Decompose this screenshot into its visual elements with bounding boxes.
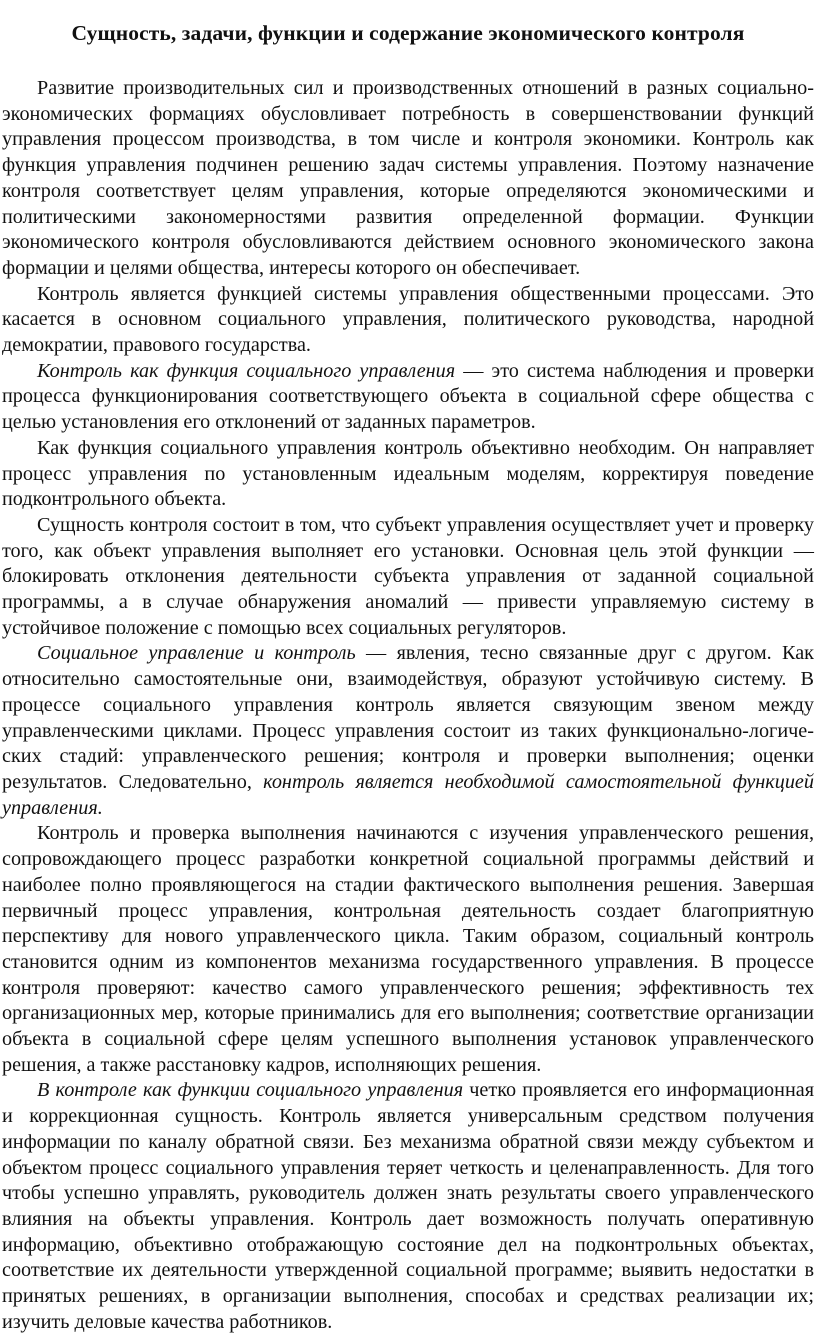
paragraph-text: — явления, тесно связанные друг с другом. Как относительно самостоятельные они, взаимодействуя, образуют устойчивую систему. В процессе социального управления контроль является связующим звеном между управленческими циклами. Процесс управления состоит из таких функционально-логических стадий: управленческого решения; контроля и проверки выполнения; оценки результатов. Следовательно, <box>2 642 814 793</box>
paragraph-3 <box>2 359 814 436</box>
document-title: Сущность, задачи, функции и содержание экономического контроля <box>71 21 745 45</box>
paragraph-2 <box>2 282 814 359</box>
paragraph-text: Развитие производительных сил и производственных отношений в разных социально-экономических формациях обусловливает потребность в совершенствовании функций управления процессом производства, в том числе и контроля экономики. Контроль как функция управления подчинен решению задач системы управления. Поэтому назначение контроля соответствует целям управления, которые определяются экономическими и политическими закономерностями развития определенной формации. Функции экономического контроля обусловливаются действием основного экономического закона формации и целями общества, интересы которого он обеспечивает. <box>2 77 814 279</box>
paragraph-text: Контроль является функцией системы управления общественными процессами. Это касается в основном социального управления, политического руководства, народной демократии, правового государства. <box>2 282 814 357</box>
italic-conclusion: контроль является необходимой самостоятельной функцией управления. <box>2 770 814 819</box>
italic-term: В контроле как функции социального управления <box>37 1079 464 1102</box>
paragraph-text: четко проявляется его информационная и коррекционная сущность. Контроль является универсальным средством получения информации по каналу обратной связи. Без механизма обратной связи между субъектом и объектом процесс социального управления теряет четкость и целенаправленность. Для того чтобы успешно управлять, руководитель должен знать результаты своего управленческого влияния на объекты управления. Контроль дает возможность получать оперативную информацию, объективно отображающую состояние дел на подконтрольных объектах, соответствие их деятельности утвержденной социальной программе; выявить недостатки в принятых решениях, в организации выполнения, способах и средствах реализации их; изучить деловые качества работников. <box>2 1079 814 1333</box>
paragraph-7 <box>2 821 814 1078</box>
italic-term: Социальное управление и контроль <box>37 642 356 665</box>
paragraph-8 <box>2 1078 814 1335</box>
italic-term: Контроль как функция социального управления <box>37 359 456 382</box>
paragraph-5 <box>2 513 814 642</box>
document-body <box>2 76 814 1335</box>
paragraph-1 <box>2 76 814 282</box>
paragraph-6 <box>2 641 814 821</box>
paragraph-4 <box>2 436 814 513</box>
paragraph-text: — это система наблюдения и проверки процесса функционирования соответствующего объекта в социальной сфере общества с целью установления его отклонений от заданных параметров. <box>2 359 814 434</box>
paragraph-text: Контроль и проверка выполнения начинаются с изучения управленческого решения, сопровождающего процесс разработки конкретной социальной программы действий и наиболее полно проявляющегося на стадии фактического выполнения решения. Завершая первичный процесс управления, контрольная деятельность создает благоприятную перспективу для нового управленческого цикла. Таким образом, социальный контроль становится одним из компонентов механизма государственного управления. В процессе контроля проверяют: качество самого управленческого решения; эффективность тех организационных мер, которые принимались для его выполнения; соответствие организации объекта в социальной сфере целям успешного выполнения установок управленческого решения, а также расстановку кадров, исполняющих решения. <box>2 822 814 1076</box>
paragraph-text: Как функция социального управления контроль объективно необходим. Он направляет процесс управления по установленным идеальным моделям, корректируя поведение подконтрольного объекта. <box>2 436 814 511</box>
paragraph-text: Сущность контроля состоит в том, что субъект управления осуществляет учет и проверку того, как объект управления выполняет его установки. Основная цель этой функции — блокировать отклонения деятельности субъекта управления от заданной социальной программы, а в случае обнаружения аномалий — привести управляемую систему в устойчивое положение с помощью всех социальных регуляторов. <box>2 513 814 639</box>
